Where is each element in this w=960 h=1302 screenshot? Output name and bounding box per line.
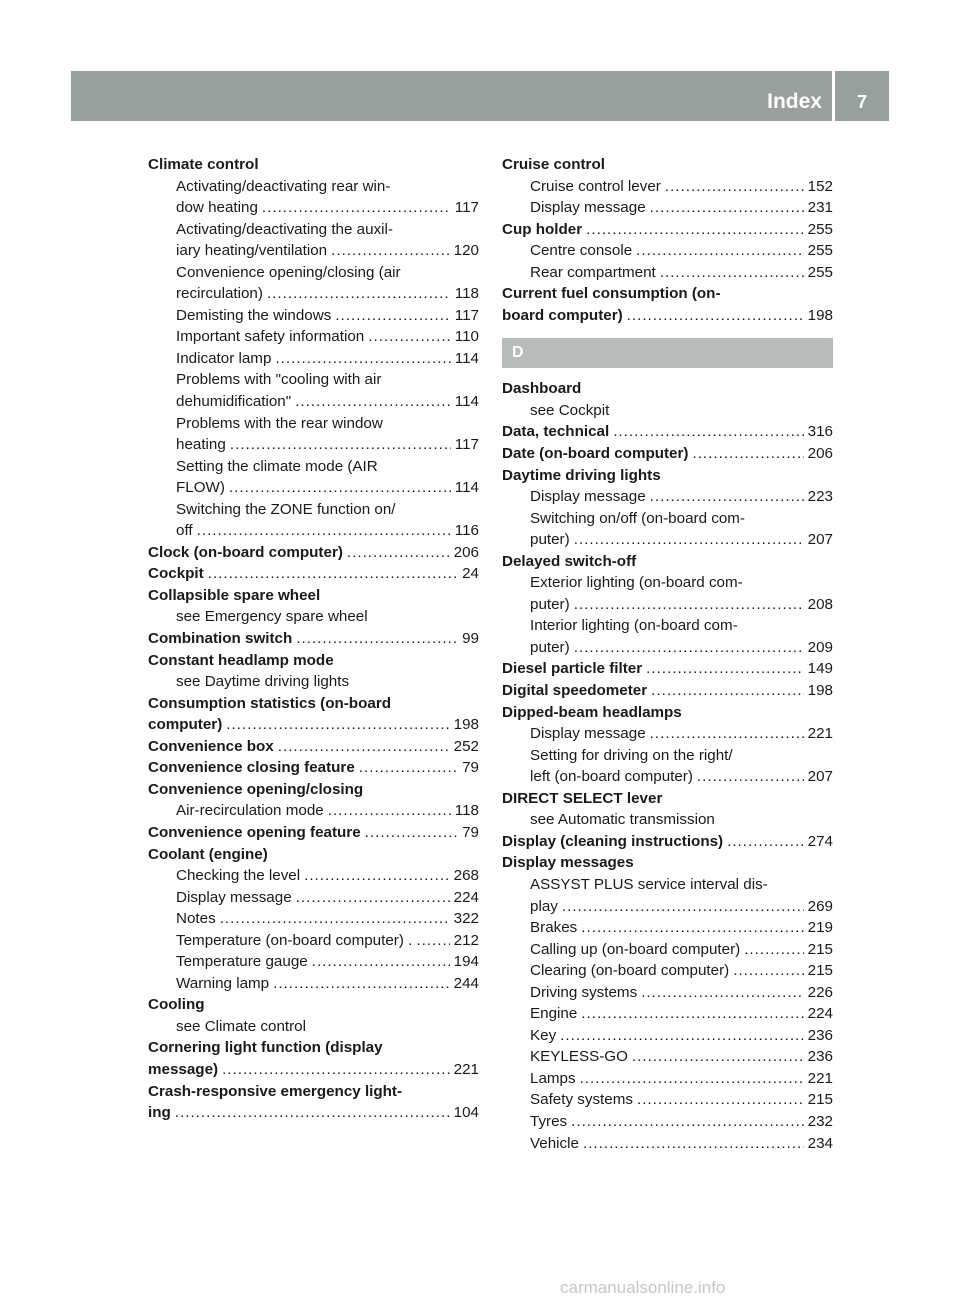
index-subentry[interactable]: [502, 1025, 833, 1047]
index-column-right: [502, 154, 833, 1154]
dot-leader: [574, 637, 804, 659]
index-entry: [502, 852, 833, 874]
index-column-left: [148, 154, 479, 1124]
index-entry: [502, 154, 833, 176]
dot-leader: [278, 736, 450, 758]
page-reference[interactable]: 24: [462, 565, 479, 583]
index-subentry: [502, 745, 833, 767]
entry-text: Delayed switch-off: [502, 552, 637, 570]
index-entry: [148, 693, 479, 715]
entry-text: Display message: [530, 199, 646, 217]
entry-text: off: [176, 522, 193, 540]
index-subentry[interactable]: [148, 865, 479, 887]
entry-text: puter): [530, 638, 570, 656]
entry-text: Convenience opening feature: [148, 823, 361, 841]
index-entry[interactable]: [148, 736, 479, 758]
index-subentry: [502, 572, 833, 594]
index-subentry[interactable]: [148, 520, 479, 542]
dot-leader: [230, 434, 451, 456]
page-reference[interactable]: 232: [807, 1112, 833, 1130]
index-entry: [148, 844, 479, 866]
dot-leader: [697, 766, 804, 788]
index-subentry: [148, 499, 479, 521]
entry-text: Engine: [530, 1005, 578, 1023]
entry-text: Temperature gauge: [176, 953, 308, 971]
index-subentry[interactable]: [502, 896, 833, 918]
index-subentry[interactable]: [502, 594, 833, 616]
entry-text: Convenience closing feature: [148, 759, 355, 777]
index-subentry[interactable]: [502, 637, 833, 659]
page-reference[interactable]: 79: [462, 823, 479, 841]
dot-leader: [574, 529, 804, 551]
page-reference[interactable]: 221: [807, 725, 833, 743]
dot-leader: [273, 973, 450, 995]
entry-text: Crash-responsive emergency light-: [148, 1082, 403, 1100]
index-subentry[interactable]: [502, 1003, 833, 1025]
dot-leader: [304, 865, 450, 887]
entry-text: see Cockpit: [530, 401, 610, 419]
entry-text: Tyres: [530, 1112, 568, 1130]
entry-text: Temperature (on-board computer) .: [176, 931, 413, 949]
page-reference[interactable]: 194: [453, 953, 479, 971]
page-reference[interactable]: 110: [454, 328, 479, 346]
dot-leader: [328, 800, 451, 822]
entry-text: ASSYST PLUS service interval dis-: [530, 875, 768, 893]
page-reference[interactable]: 224: [453, 888, 479, 906]
index-subentry[interactable]: [148, 887, 479, 909]
entry-text: Data, technical: [502, 423, 610, 441]
index-subentry[interactable]: [502, 1068, 833, 1090]
watermark: carmanualsonline.info: [560, 1278, 726, 1297]
page-reference[interactable]: 117: [454, 306, 479, 324]
index-subentry: [148, 413, 479, 435]
page-reference[interactable]: 322: [453, 910, 479, 928]
entry-text: heating: [176, 436, 226, 454]
dot-leader: [632, 1046, 804, 1068]
page-reference[interactable]: 224: [807, 1005, 833, 1023]
entry-text: dehumidification": [176, 393, 292, 411]
entry-text: Driving systems: [530, 983, 638, 1001]
entry-text: Display messages: [502, 854, 634, 872]
page-reference[interactable]: 207: [807, 768, 833, 786]
index-subentry[interactable]: [502, 1089, 833, 1111]
entry-text: play: [530, 897, 558, 915]
index-entry[interactable]: [148, 1102, 479, 1124]
index-subentry[interactable]: [502, 1111, 833, 1133]
entry-text: Current fuel consumption (on-: [502, 285, 721, 303]
dot-leader: [267, 283, 451, 305]
entry-text: Daytime driving lights: [502, 466, 661, 484]
entry-text: Problems with the rear window: [176, 414, 383, 432]
entry-text: Digital speedometer: [502, 682, 648, 700]
page-reference[interactable]: 255: [807, 220, 833, 238]
dot-leader: [744, 939, 803, 961]
index-entry[interactable]: [148, 1059, 479, 1081]
entry-text: Notes: [176, 910, 216, 928]
letter-section-header: D: [502, 338, 833, 368]
index-subentry[interactable]: [148, 477, 479, 499]
dot-leader: [637, 1089, 804, 1111]
index-subentry[interactable]: [502, 486, 833, 508]
entry-text: FLOW): [176, 479, 225, 497]
index-subentry[interactable]: [148, 930, 479, 952]
page-reference[interactable]: 198: [453, 716, 479, 734]
header-bar: [71, 71, 889, 121]
entry-text: Cornering light function (display: [148, 1039, 383, 1057]
entry-text: Air-recirculation mode: [176, 802, 324, 820]
entry-text: KEYLESS-GO: [530, 1048, 628, 1066]
entry-text: Convenience opening/closing (air: [176, 263, 401, 281]
page-reference[interactable]: 120: [453, 242, 479, 260]
index-subentry[interactable]: [148, 391, 479, 413]
dot-leader: [560, 1025, 803, 1047]
dot-leader: [692, 443, 803, 465]
index-subentry[interactable]: [148, 197, 479, 219]
page-reference[interactable]: 116: [454, 522, 479, 540]
dot-leader: [583, 1133, 804, 1155]
entry-text: Cockpit: [148, 565, 204, 583]
index-entry[interactable]: [502, 305, 833, 327]
entry-text: Cruise control lever: [530, 177, 661, 195]
page-reference[interactable]: 212: [453, 931, 479, 949]
index-entry: [148, 994, 479, 1016]
entry-text: Calling up (on-board computer): [530, 940, 741, 958]
page-reference[interactable]: 206: [807, 445, 833, 463]
entry-text: left (on-board computer): [530, 768, 693, 786]
dot-leader: [636, 240, 804, 262]
index-entry: [148, 1037, 479, 1059]
dot-leader: [580, 1068, 804, 1090]
header-divider: [832, 71, 835, 121]
entry-text: message): [148, 1060, 219, 1078]
index-entry[interactable]: [148, 542, 479, 564]
index-entry: [148, 585, 479, 607]
entry-text: Clock (on-board computer): [148, 543, 343, 561]
page-reference[interactable]: 198: [807, 306, 833, 324]
entry-text: Display (cleaning instructions): [502, 832, 724, 850]
entry-text: see Daytime driving lights: [176, 673, 350, 691]
index-subentry[interactable]: [148, 800, 479, 822]
entry-text: Indicator lamp: [176, 349, 272, 367]
index-entry[interactable]: [148, 628, 479, 650]
index-entry: [148, 650, 479, 672]
entry-text: Dashboard: [502, 380, 582, 398]
index-subentry[interactable]: [148, 326, 479, 348]
dot-leader: [222, 1059, 450, 1081]
entry-text: Vehicle: [530, 1134, 579, 1152]
entry-text: Brakes: [530, 919, 578, 937]
entry-text: Consumption statistics (on-board: [148, 694, 391, 712]
entry-text: Cruise control: [502, 156, 605, 173]
entry-text: see Emergency spare wheel: [176, 608, 368, 626]
index-subentry: [502, 615, 833, 637]
entry-text: see Automatic transmission: [530, 811, 715, 829]
dot-leader: [660, 262, 804, 284]
dot-leader: [646, 658, 804, 680]
dot-leader: [226, 714, 449, 736]
entry-text: Display message: [530, 488, 646, 506]
page-reference[interactable]: 206: [453, 543, 479, 561]
index-subentry[interactable]: [502, 982, 833, 1004]
page-reference[interactable]: 269: [807, 897, 833, 915]
entry-text: see Climate control: [176, 1017, 306, 1035]
index-entry: [148, 154, 479, 176]
page-reference[interactable]: 152: [807, 177, 833, 195]
index-entry[interactable]: [148, 822, 479, 844]
page-reference[interactable]: 208: [807, 595, 833, 613]
index-subentry: [502, 874, 833, 896]
dot-leader: [581, 917, 803, 939]
page-reference[interactable]: 221: [453, 1060, 479, 1078]
dot-leader: [586, 219, 804, 241]
index-entry[interactable]: [502, 658, 833, 680]
dot-leader: [571, 1111, 804, 1133]
entry-text: board computer): [502, 306, 623, 324]
dot-leader: [220, 908, 450, 930]
entry-text: Checking the level: [176, 867, 301, 885]
page-number: 7: [856, 92, 867, 112]
index-subentry[interactable]: [502, 766, 833, 788]
dot-leader: [229, 477, 451, 499]
index-subentry[interactable]: [502, 917, 833, 939]
dot-leader: [651, 680, 803, 702]
entry-text: Clearing (on-board computer): [530, 962, 730, 980]
index-entry[interactable]: [502, 421, 833, 443]
entry-text: dow heating: [176, 199, 258, 217]
entry-text: Problems with "cooling with air: [176, 371, 382, 389]
dot-leader: [650, 197, 804, 219]
index-entry[interactable]: [502, 680, 833, 702]
page-reference[interactable]: 223: [807, 488, 833, 506]
page-reference[interactable]: 255: [807, 242, 833, 260]
page-reference[interactable]: 117: [454, 199, 479, 217]
dot-leader: [627, 305, 804, 327]
entry-text: Combination switch: [148, 630, 293, 648]
entry-text: Switching on/off (on-board com-: [530, 509, 745, 527]
entry-text: Key: [530, 1026, 557, 1044]
page-reference[interactable]: 268: [453, 867, 479, 885]
index-subentry[interactable]: [502, 723, 833, 745]
index-subentry[interactable]: [148, 348, 479, 370]
dot-leader: [733, 960, 803, 982]
entry-text: Lamps: [530, 1069, 576, 1087]
index-subentry[interactable]: [502, 1046, 833, 1068]
page-reference[interactable]: 118: [454, 802, 479, 820]
index-entry[interactable]: [502, 831, 833, 853]
dot-leader: [335, 305, 450, 327]
index-entry: [502, 283, 833, 305]
entry-text: computer): [148, 716, 223, 734]
entry-text: Important safety information: [176, 328, 365, 346]
page-reference[interactable]: 231: [807, 199, 833, 217]
page-reference[interactable]: 244: [453, 974, 479, 992]
page-reference[interactable]: 207: [807, 531, 833, 549]
dot-leader: [208, 563, 458, 585]
dot-leader: [581, 1003, 803, 1025]
entry-text: Activating/deactivating the auxil-: [176, 220, 393, 238]
dot-leader: [613, 421, 803, 443]
index-entry: [502, 378, 833, 400]
dot-leader: [641, 982, 803, 1004]
index-entry: [148, 779, 479, 801]
index-entry: [502, 788, 833, 810]
page-reference[interactable]: 99: [462, 630, 479, 648]
index-subentry[interactable]: [502, 197, 833, 219]
dot-leader: [296, 887, 450, 909]
page-reference[interactable]: 219: [807, 919, 833, 937]
index-subentry[interactable]: [502, 1133, 833, 1155]
page-reference[interactable]: 252: [453, 737, 479, 755]
index-subentry[interactable]: [148, 305, 479, 327]
page-reference[interactable]: 234: [807, 1134, 833, 1152]
entry-text: Rear compartment: [530, 263, 656, 281]
entry-text: Setting the climate mode (AIR: [176, 457, 378, 475]
entry-text: Constant headlamp mode: [148, 651, 334, 669]
entry-text: Centre console: [530, 242, 633, 260]
index-subentry[interactable]: [148, 973, 479, 995]
page-reference[interactable]: 226: [807, 983, 833, 1001]
entry-text: Convenience opening/closing: [148, 780, 364, 798]
page-reference[interactable]: 79: [462, 759, 479, 777]
dot-leader: [295, 391, 451, 413]
entry-text: Demisting the windows: [176, 306, 332, 324]
entry-text: puter): [530, 531, 570, 549]
entry-text: Coolant (engine): [148, 845, 268, 863]
page-reference[interactable]: 114: [454, 349, 479, 367]
entry-text: Switching the ZONE function on/: [176, 500, 396, 518]
dot-leader: [368, 326, 451, 348]
dot-leader: [275, 348, 450, 370]
index-subentry[interactable]: [148, 951, 479, 973]
dot-leader: [650, 486, 804, 508]
page-reference[interactable]: 215: [807, 962, 833, 980]
entry-text: Diesel particle filter: [502, 660, 643, 678]
entry-text: Dipped-beam headlamps: [502, 703, 682, 721]
index-subentry: [148, 219, 479, 241]
index-entry: [502, 702, 833, 724]
index-subentry: [148, 176, 479, 198]
index-subentry[interactable]: [502, 240, 833, 262]
page-reference[interactable]: 316: [807, 423, 833, 441]
dot-leader: [312, 951, 450, 973]
page-reference[interactable]: 114: [454, 393, 479, 411]
index-entry[interactable]: [148, 563, 479, 585]
entry-text: Date (on-board computer): [502, 445, 689, 463]
entry-text: Warning lamp: [176, 974, 270, 992]
index-subentry: [148, 262, 479, 284]
section-title: Index: [767, 90, 822, 113]
index-subentry[interactable]: [148, 434, 479, 456]
index-subentry[interactable]: [148, 283, 479, 305]
entry-text: Interior lighting (on-board com-: [530, 617, 738, 635]
page-reference[interactable]: 209: [807, 638, 833, 656]
entry-text: puter): [530, 595, 570, 613]
index-subentry: [148, 1016, 479, 1038]
dot-leader: [296, 628, 458, 650]
index-subentry: [148, 671, 479, 693]
index-entry[interactable]: [148, 714, 479, 736]
entry-text: Display message: [176, 888, 292, 906]
dot-leader: [574, 594, 804, 616]
entry-text: Display message: [530, 725, 646, 743]
index-subentry[interactable]: [148, 240, 479, 262]
index-subentry: [502, 508, 833, 530]
index-subentry: [502, 809, 833, 831]
dot-leader: [562, 896, 804, 918]
index-subentry[interactable]: [502, 176, 833, 198]
index-subentry[interactable]: [502, 262, 833, 284]
page-reference[interactable]: 221: [807, 1069, 833, 1087]
entry-text: ing: [148, 1104, 171, 1122]
page-reference[interactable]: 117: [454, 436, 479, 454]
entry-text: Collapsible spare wheel: [148, 586, 321, 604]
index-subentry: [148, 606, 479, 628]
entry-text: Climate control: [148, 156, 259, 173]
index-subentry[interactable]: [502, 529, 833, 551]
page-reference[interactable]: 118: [454, 285, 479, 303]
dot-leader: [175, 1102, 450, 1124]
index-entry[interactable]: [502, 219, 833, 241]
index-entry: [502, 551, 833, 573]
index-entry: [502, 465, 833, 487]
page-reference[interactable]: 114: [454, 479, 479, 497]
page-reference[interactable]: 236: [807, 1048, 833, 1066]
index-subentry: [148, 456, 479, 478]
dot-leader: [365, 822, 458, 844]
index-entry[interactable]: [502, 443, 833, 465]
page-reference[interactable]: 149: [807, 660, 833, 678]
entry-text: Setting for driving on the right/: [530, 746, 733, 764]
entry-text: Cup holder: [502, 220, 583, 238]
dot-leader: [262, 197, 451, 219]
entry-text: Cooling: [148, 996, 205, 1014]
dot-leader: [331, 240, 450, 262]
dot-leader: [347, 542, 450, 564]
dot-leader: [727, 831, 804, 853]
index-subentry[interactable]: [502, 960, 833, 982]
index-subentry: [148, 369, 479, 391]
entry-text: Activating/deactivating rear win-: [176, 177, 391, 195]
page-reference[interactable]: 236: [807, 1026, 833, 1044]
dot-leader: [359, 757, 458, 779]
page-reference[interactable]: 215: [807, 940, 833, 958]
index-entry: [148, 1081, 479, 1103]
dot-leader: [197, 520, 451, 542]
dot-leader: [665, 176, 804, 198]
index-subentry[interactable]: [502, 939, 833, 961]
entry-text: iary heating/ventilation: [176, 242, 328, 260]
entry-text: Convenience box: [148, 737, 274, 755]
entry-text: recirculation): [176, 285, 263, 303]
page-reference[interactable]: 215: [807, 1091, 833, 1109]
page-reference[interactable]: 104: [453, 1104, 479, 1122]
page-reference[interactable]: 255: [807, 263, 833, 281]
page-reference[interactable]: 274: [807, 832, 833, 850]
dot-leader: [650, 723, 804, 745]
dot-leader: [416, 930, 449, 952]
page-reference[interactable]: 198: [807, 682, 833, 700]
entry-text: DIRECT SELECT lever: [502, 789, 663, 807]
entry-text: Exterior lighting (on-board com-: [530, 574, 743, 592]
index-subentry: [502, 400, 833, 422]
index-subentry[interactable]: [148, 908, 479, 930]
index-entry[interactable]: [148, 757, 479, 779]
entry-text: Safety systems: [530, 1091, 633, 1109]
